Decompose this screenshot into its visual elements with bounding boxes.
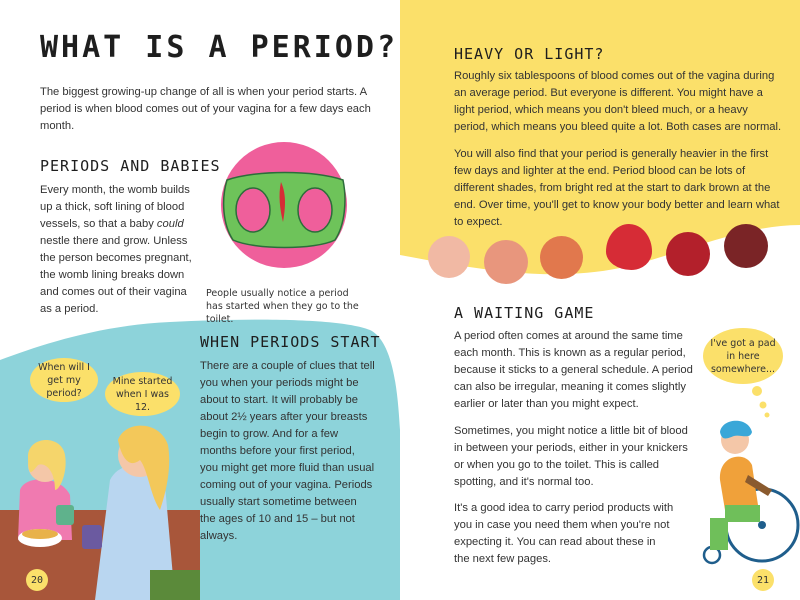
page-title: WHAT IS A PERIOD? xyxy=(40,30,399,65)
waiting-game-text-1: A period often comes at around the same time each month. This is known as a regular period, because it sticks to a general schedule. A period can also be irregular, meaning it comes slightly earlier or later than you might expect. xyxy=(454,330,693,410)
womb-caption: People usually notice a period has started when they go to the toilet. xyxy=(206,287,359,325)
page-number-left: 20 xyxy=(26,569,48,591)
babies-text-part: nestle there and grow. Unless the person becomes pregnant, the womb lining breaks down and comes out of their vagina as a period. xyxy=(40,235,192,315)
blood-shade-swatch xyxy=(428,236,470,278)
blood-shade-swatch xyxy=(540,236,583,279)
intro-paragraph: The biggest growing-up change of all is when your period starts. A period is when blood comes out of your vagina for a few days each month. xyxy=(40,86,371,132)
blood-shade-swatch xyxy=(606,224,652,270)
speech-bubble-adult-text: Mine started when I was 12. xyxy=(112,375,173,413)
page-number-right: 21 xyxy=(752,569,774,591)
waiting-game-text-3: It's a good idea to carry period products with you in case you need them when you're not expecting it. You can read about these in the next few pages. xyxy=(454,502,674,565)
blood-shade-swatch xyxy=(724,224,768,268)
heavy-or-light-text-1: Roughly six tablespoons of blood comes out of the vagina during an average period. But everyone is different. You might have a light period, which means you don't bleed much, or a heavy period, which means you bleed quite a lot. Both cases are normal. xyxy=(454,70,782,133)
when-periods-start-heading: WHEN PERIODS START xyxy=(200,333,381,351)
speech-bubble-girl xyxy=(30,358,98,402)
periods-and-babies-text xyxy=(40,182,200,318)
babies-text-part: Every month, the womb builds up a thick, soft lining of blood vessels, so that a baby xyxy=(40,184,190,230)
thought-bubble-wheelchair xyxy=(703,328,783,384)
speech-bubble-girl-text: When will I get my period? xyxy=(38,361,90,399)
heavy-or-light-text-2: You will also find that your period is generally heavier in the first few days and lighter at the end. Period blood can be lots of different shades, from bright red at the start to dark brown at the end. Over time, you'll get to know your body better and learn what to expect. xyxy=(454,148,780,228)
right-page xyxy=(400,0,800,600)
underwear-illustration xyxy=(215,140,353,270)
speech-bubble-adult xyxy=(105,372,180,416)
blood-shade-swatch xyxy=(484,240,528,284)
babies-text-emphasis: could xyxy=(156,218,184,230)
thought-bubble-text: I've got a pad in here somewhere... xyxy=(710,337,776,375)
periods-and-babies-heading: PERIODS AND BABIES xyxy=(40,157,221,175)
heavy-or-light-heading: HEAVY OR LIGHT? xyxy=(454,45,605,63)
waiting-game-text-2: Sometimes, you might notice a little bit of blood in between your periods, either in your knickers or when you go to the toilet. This is called spotting, and it's normal too. xyxy=(454,425,688,488)
when-periods-start-text: There are a couple of clues that tell you when your periods might be about to start. It will probably be about 2½ years after your breasts begin to grow. And for a few months before your first period, you might get more fluid than usual coming out of your vagina. Periods usually start sometime between the ages of 10 and 15 – but not always. xyxy=(200,360,375,542)
blood-shade-swatch xyxy=(666,232,710,276)
waiting-game-heading: A WAITING GAME xyxy=(454,304,595,322)
wheelchair-user-illustration xyxy=(690,410,800,570)
